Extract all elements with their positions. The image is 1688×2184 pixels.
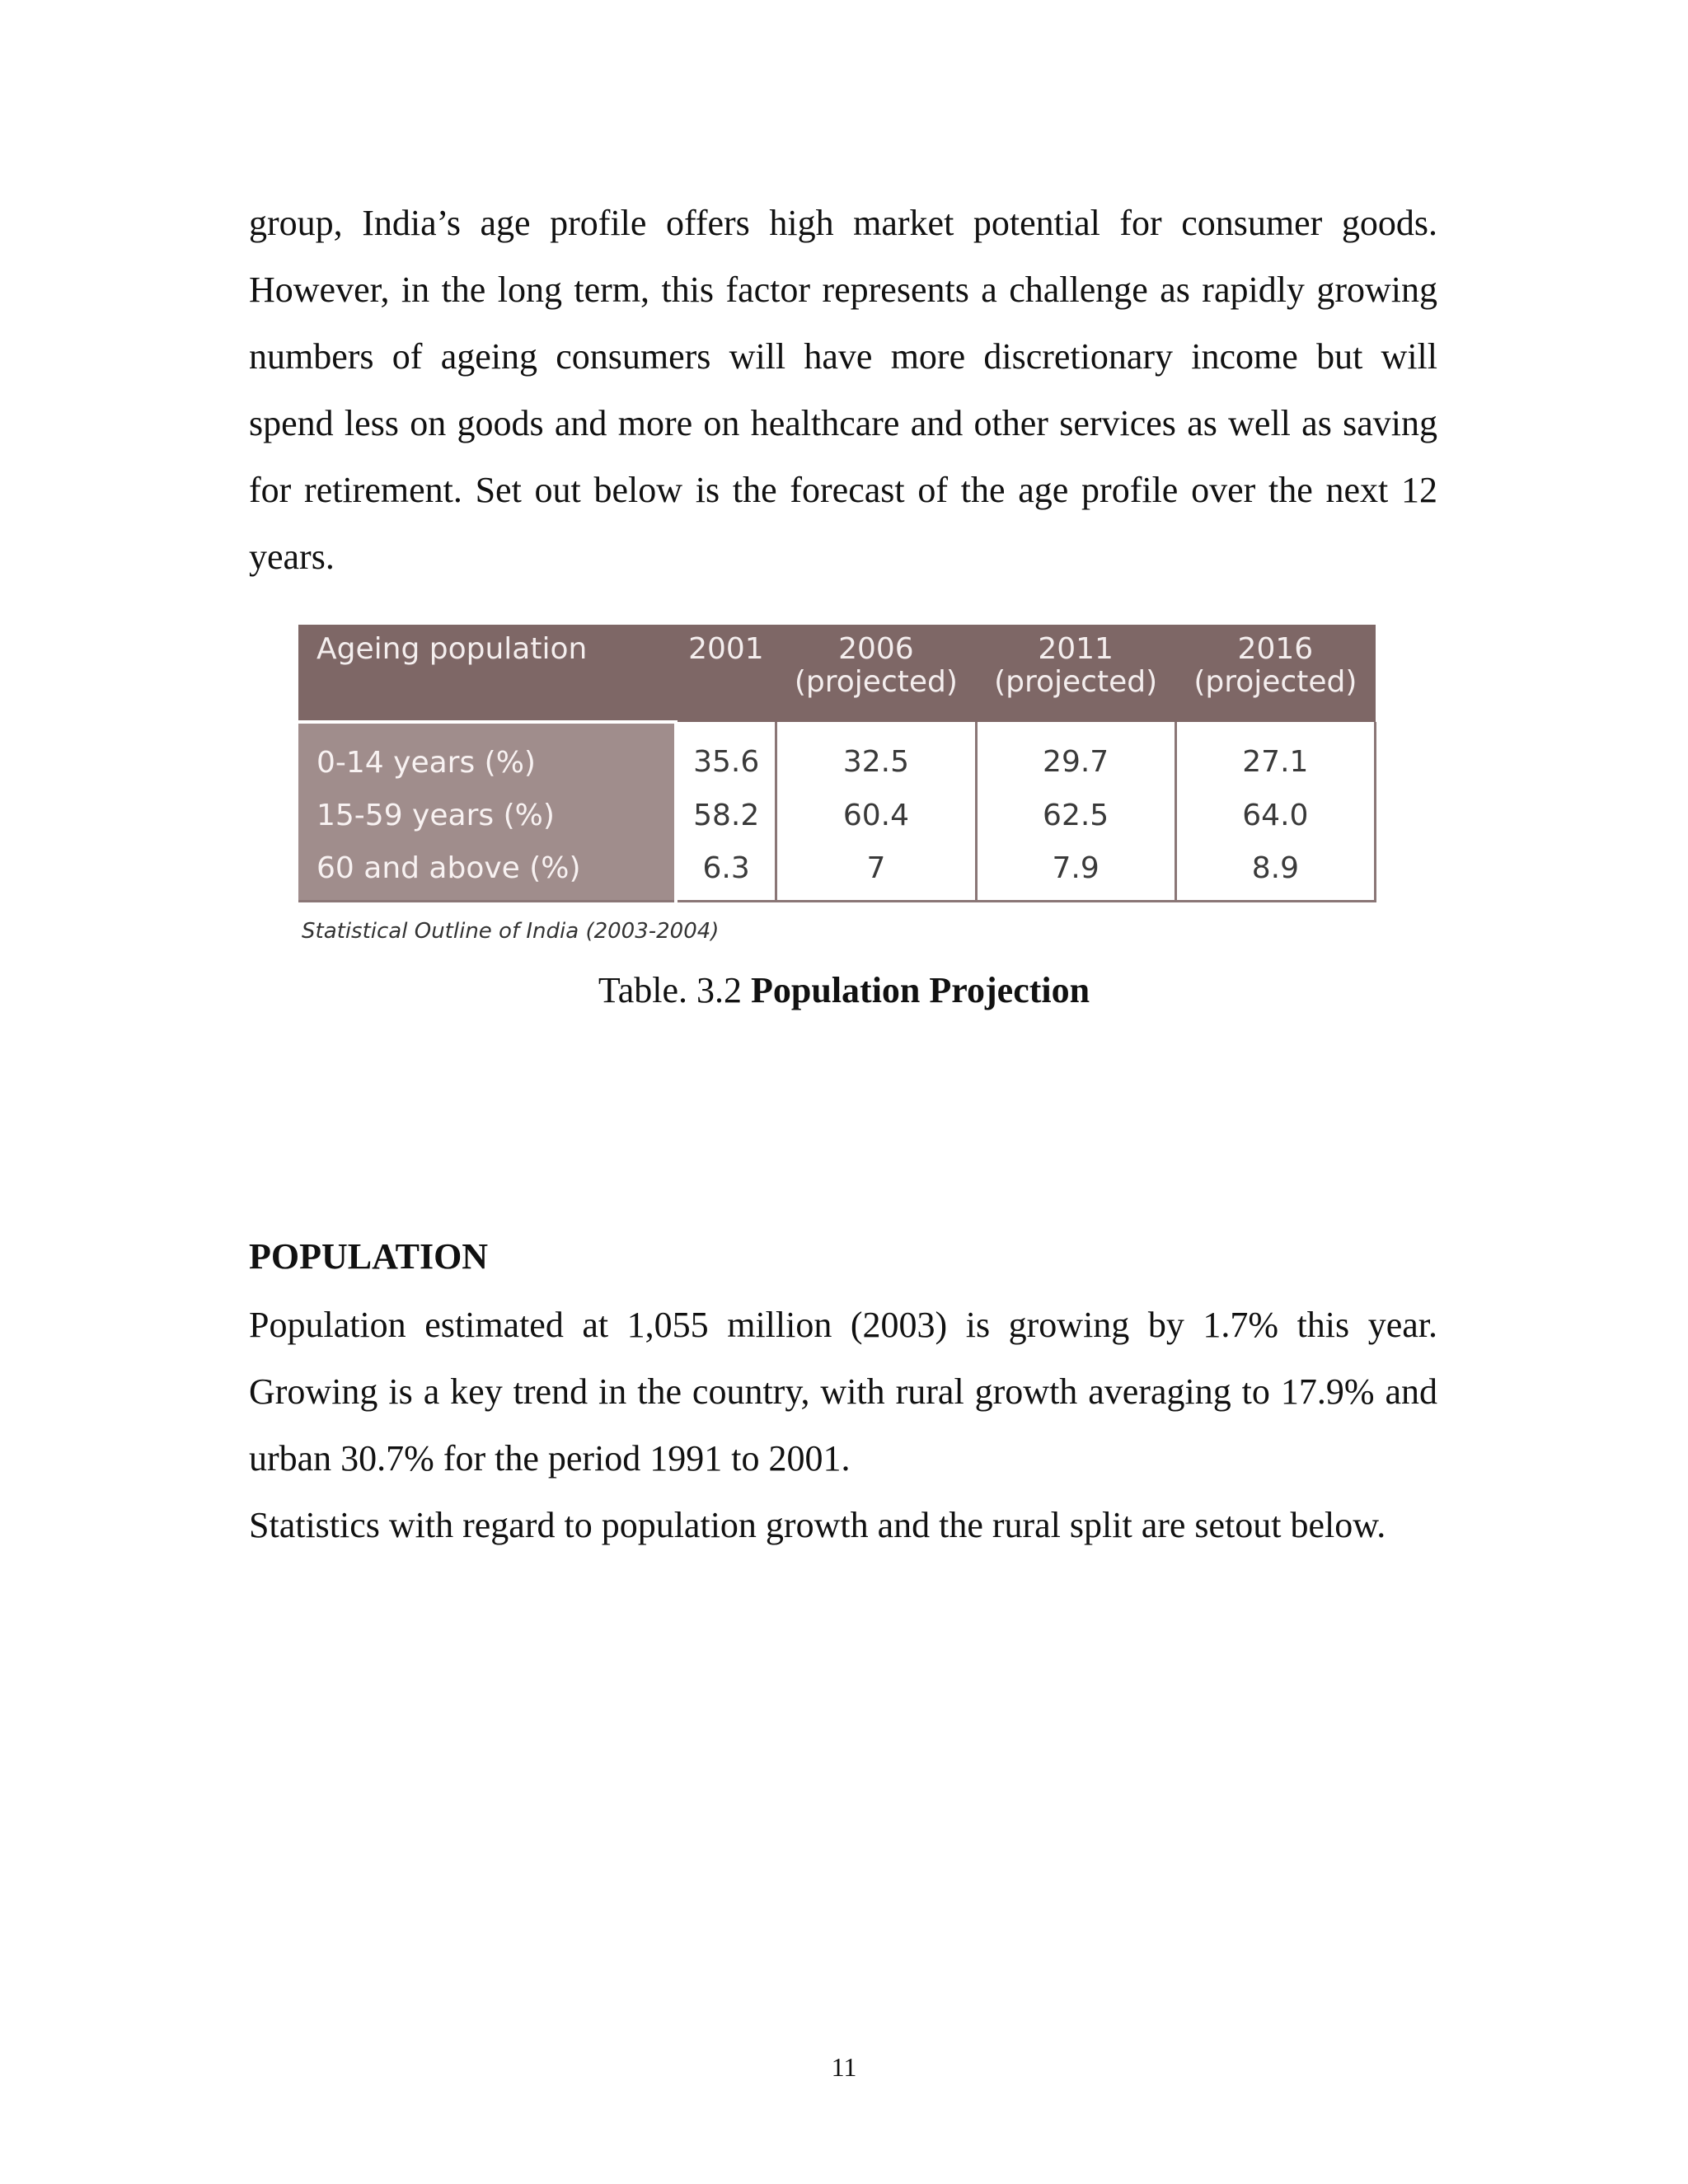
header-label: Ageing population bbox=[298, 625, 676, 722]
column-header bbox=[676, 625, 776, 722]
table-cell: 60.4 bbox=[776, 789, 976, 841]
column-header bbox=[776, 625, 976, 722]
column-year: 2011 bbox=[1038, 632, 1114, 666]
table-cell: 8.9 bbox=[1175, 841, 1375, 902]
table-cell: 35.6 bbox=[676, 722, 776, 789]
age-profile-table bbox=[298, 625, 1376, 902]
row-label: 0-14 years (%) bbox=[298, 722, 676, 789]
page-number: 11 bbox=[831, 2052, 857, 2082]
table-cell: 62.5 bbox=[976, 789, 1175, 841]
caption-title: Population Projection bbox=[751, 970, 1090, 1010]
column-note: (projected) bbox=[994, 665, 1158, 699]
row-label: 15-59 years (%) bbox=[298, 789, 676, 841]
table-row bbox=[298, 789, 1376, 841]
section-heading: POPULATION bbox=[249, 1236, 489, 1277]
table-row bbox=[298, 722, 1376, 789]
column-note: (projected) bbox=[1193, 665, 1357, 699]
table-cell: 27.1 bbox=[1175, 722, 1375, 789]
column-year: 2016 bbox=[1237, 632, 1314, 666]
column-header bbox=[1175, 625, 1375, 722]
column-year: 2006 bbox=[838, 632, 914, 666]
table-source: Statistical Outline of India (2003-2004) bbox=[302, 919, 720, 944]
age-profile-figure bbox=[298, 625, 1376, 944]
population-paragraph: Population estimated at 1,055 million (2003) is growing by 1.7% this year. Growing is a key trend in the country, with rural growth averaging to 17.9% and urban 30.7% for the period 1991 to 2001. bbox=[249, 1305, 1437, 1479]
column-note: (projected) bbox=[794, 665, 958, 699]
table-cell: 29.7 bbox=[976, 722, 1175, 789]
table-cell: 58.2 bbox=[676, 789, 776, 841]
table-cell: 6.3 bbox=[676, 841, 776, 902]
table-header-row bbox=[298, 625, 1376, 722]
column-year: 2001 bbox=[688, 632, 764, 666]
table-row bbox=[298, 841, 1376, 902]
table-cell: 7 bbox=[776, 841, 976, 902]
table-cell: 7.9 bbox=[976, 841, 1175, 902]
table-cell: 64.0 bbox=[1175, 789, 1375, 841]
statistics-paragraph: Statistics with regard to population growth and the rural split are setout below. bbox=[249, 1505, 1386, 1545]
row-label: 60 and above (%) bbox=[298, 841, 676, 902]
table-cell: 32.5 bbox=[776, 722, 976, 789]
table-caption bbox=[0, 966, 1688, 1015]
intro-paragraph: group, India’s age profile offers high market potential for consumer goods. However, in the long term, this factor represents a challenge as rapidly growing numbers of ageing consumers will have more discretionary income but will spend less on goods and more on healthcare and other services as well as saving for retirement. Set out below is the forecast of the age profile over the next 12 years. bbox=[249, 203, 1437, 577]
caption-prefix: Table. 3.2 bbox=[598, 970, 743, 1010]
column-header bbox=[976, 625, 1175, 722]
